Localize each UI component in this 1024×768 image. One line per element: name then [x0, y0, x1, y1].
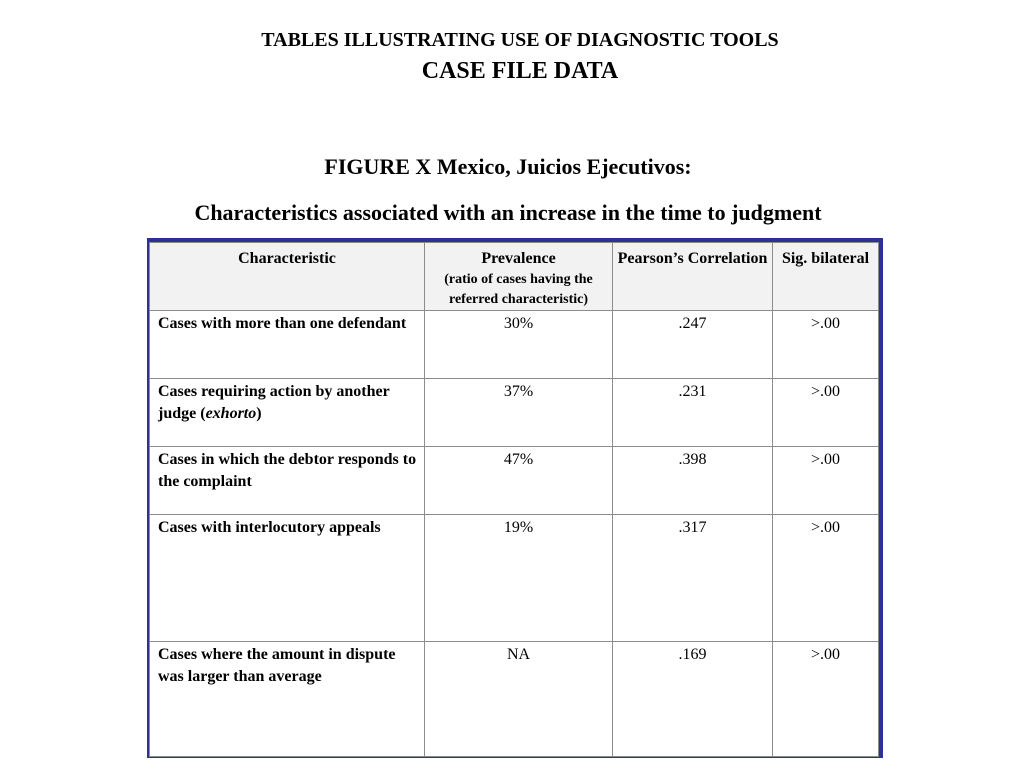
- pearson-cell: .317: [613, 515, 773, 642]
- page-header-subtitle: CASE FILE DATA: [421, 58, 619, 84]
- sig-cell: >.00: [773, 515, 879, 642]
- table-frame: [147, 238, 883, 758]
- table-row: [150, 311, 879, 379]
- header-prevalence-label: Prevalence: [481, 250, 556, 267]
- table-row: [150, 515, 879, 642]
- header-pearson-label: Pearson’s Correlation: [617, 250, 768, 267]
- table-header-row: [150, 243, 879, 311]
- characteristic-cell: Cases in which the debtor responds to the complaint: [150, 447, 425, 515]
- sig-cell: >.00: [773, 447, 879, 515]
- header-sig-label: Sig. bilateral: [781, 250, 870, 267]
- pearson-cell: .398: [613, 447, 773, 515]
- figure-title: FIGURE X Mexico, Juicios Ejecutivos:: [324, 154, 692, 179]
- characteristic-cell: Cases where the amount in dispute was larger than average: [150, 642, 425, 757]
- header-sig: [773, 243, 879, 311]
- page-header-title: TABLES ILLUSTRATING USE OF DIAGNOSTIC TOOLS: [261, 29, 779, 51]
- header-prevalence-note: (ratio of cases having the referred characteristic): [444, 272, 593, 307]
- prevalence-cell: 19%: [425, 515, 613, 642]
- characteristic-italic-term: exhorto: [205, 405, 257, 422]
- prevalence-cell: 47%: [425, 447, 613, 515]
- characteristic-paren-close: ): [256, 405, 262, 422]
- header-characteristic-label: Characteristic: [238, 250, 336, 267]
- characteristic-cell: [150, 379, 425, 447]
- table-row: [150, 379, 879, 447]
- sig-cell: >.00: [773, 379, 879, 447]
- prevalence-cell: 37%: [425, 379, 613, 447]
- header-pearson: [613, 243, 773, 311]
- table-row: [150, 447, 879, 515]
- prevalence-cell: NA: [425, 642, 613, 757]
- sig-cell: >.00: [773, 642, 879, 757]
- characteristic-cell: Cases with more than one defendant: [150, 311, 425, 379]
- sig-cell: >.00: [773, 311, 879, 379]
- header-characteristic: [150, 243, 425, 311]
- characteristic-paren-open: (: [200, 405, 206, 422]
- table-row: [150, 642, 879, 757]
- pearson-cell: .231: [613, 379, 773, 447]
- header-prevalence: [425, 243, 613, 311]
- characteristic-text: Cases requiring action by another judge: [158, 383, 390, 422]
- characteristics-table: [149, 242, 879, 757]
- pearson-cell: .247: [613, 311, 773, 379]
- figure-subtitle: Characteristics associated with an increase in the time to judgment: [194, 200, 822, 225]
- prevalence-cell: 30%: [425, 311, 613, 379]
- pearson-cell: .169: [613, 642, 773, 757]
- characteristic-cell: Cases with interlocutory appeals: [150, 515, 425, 642]
